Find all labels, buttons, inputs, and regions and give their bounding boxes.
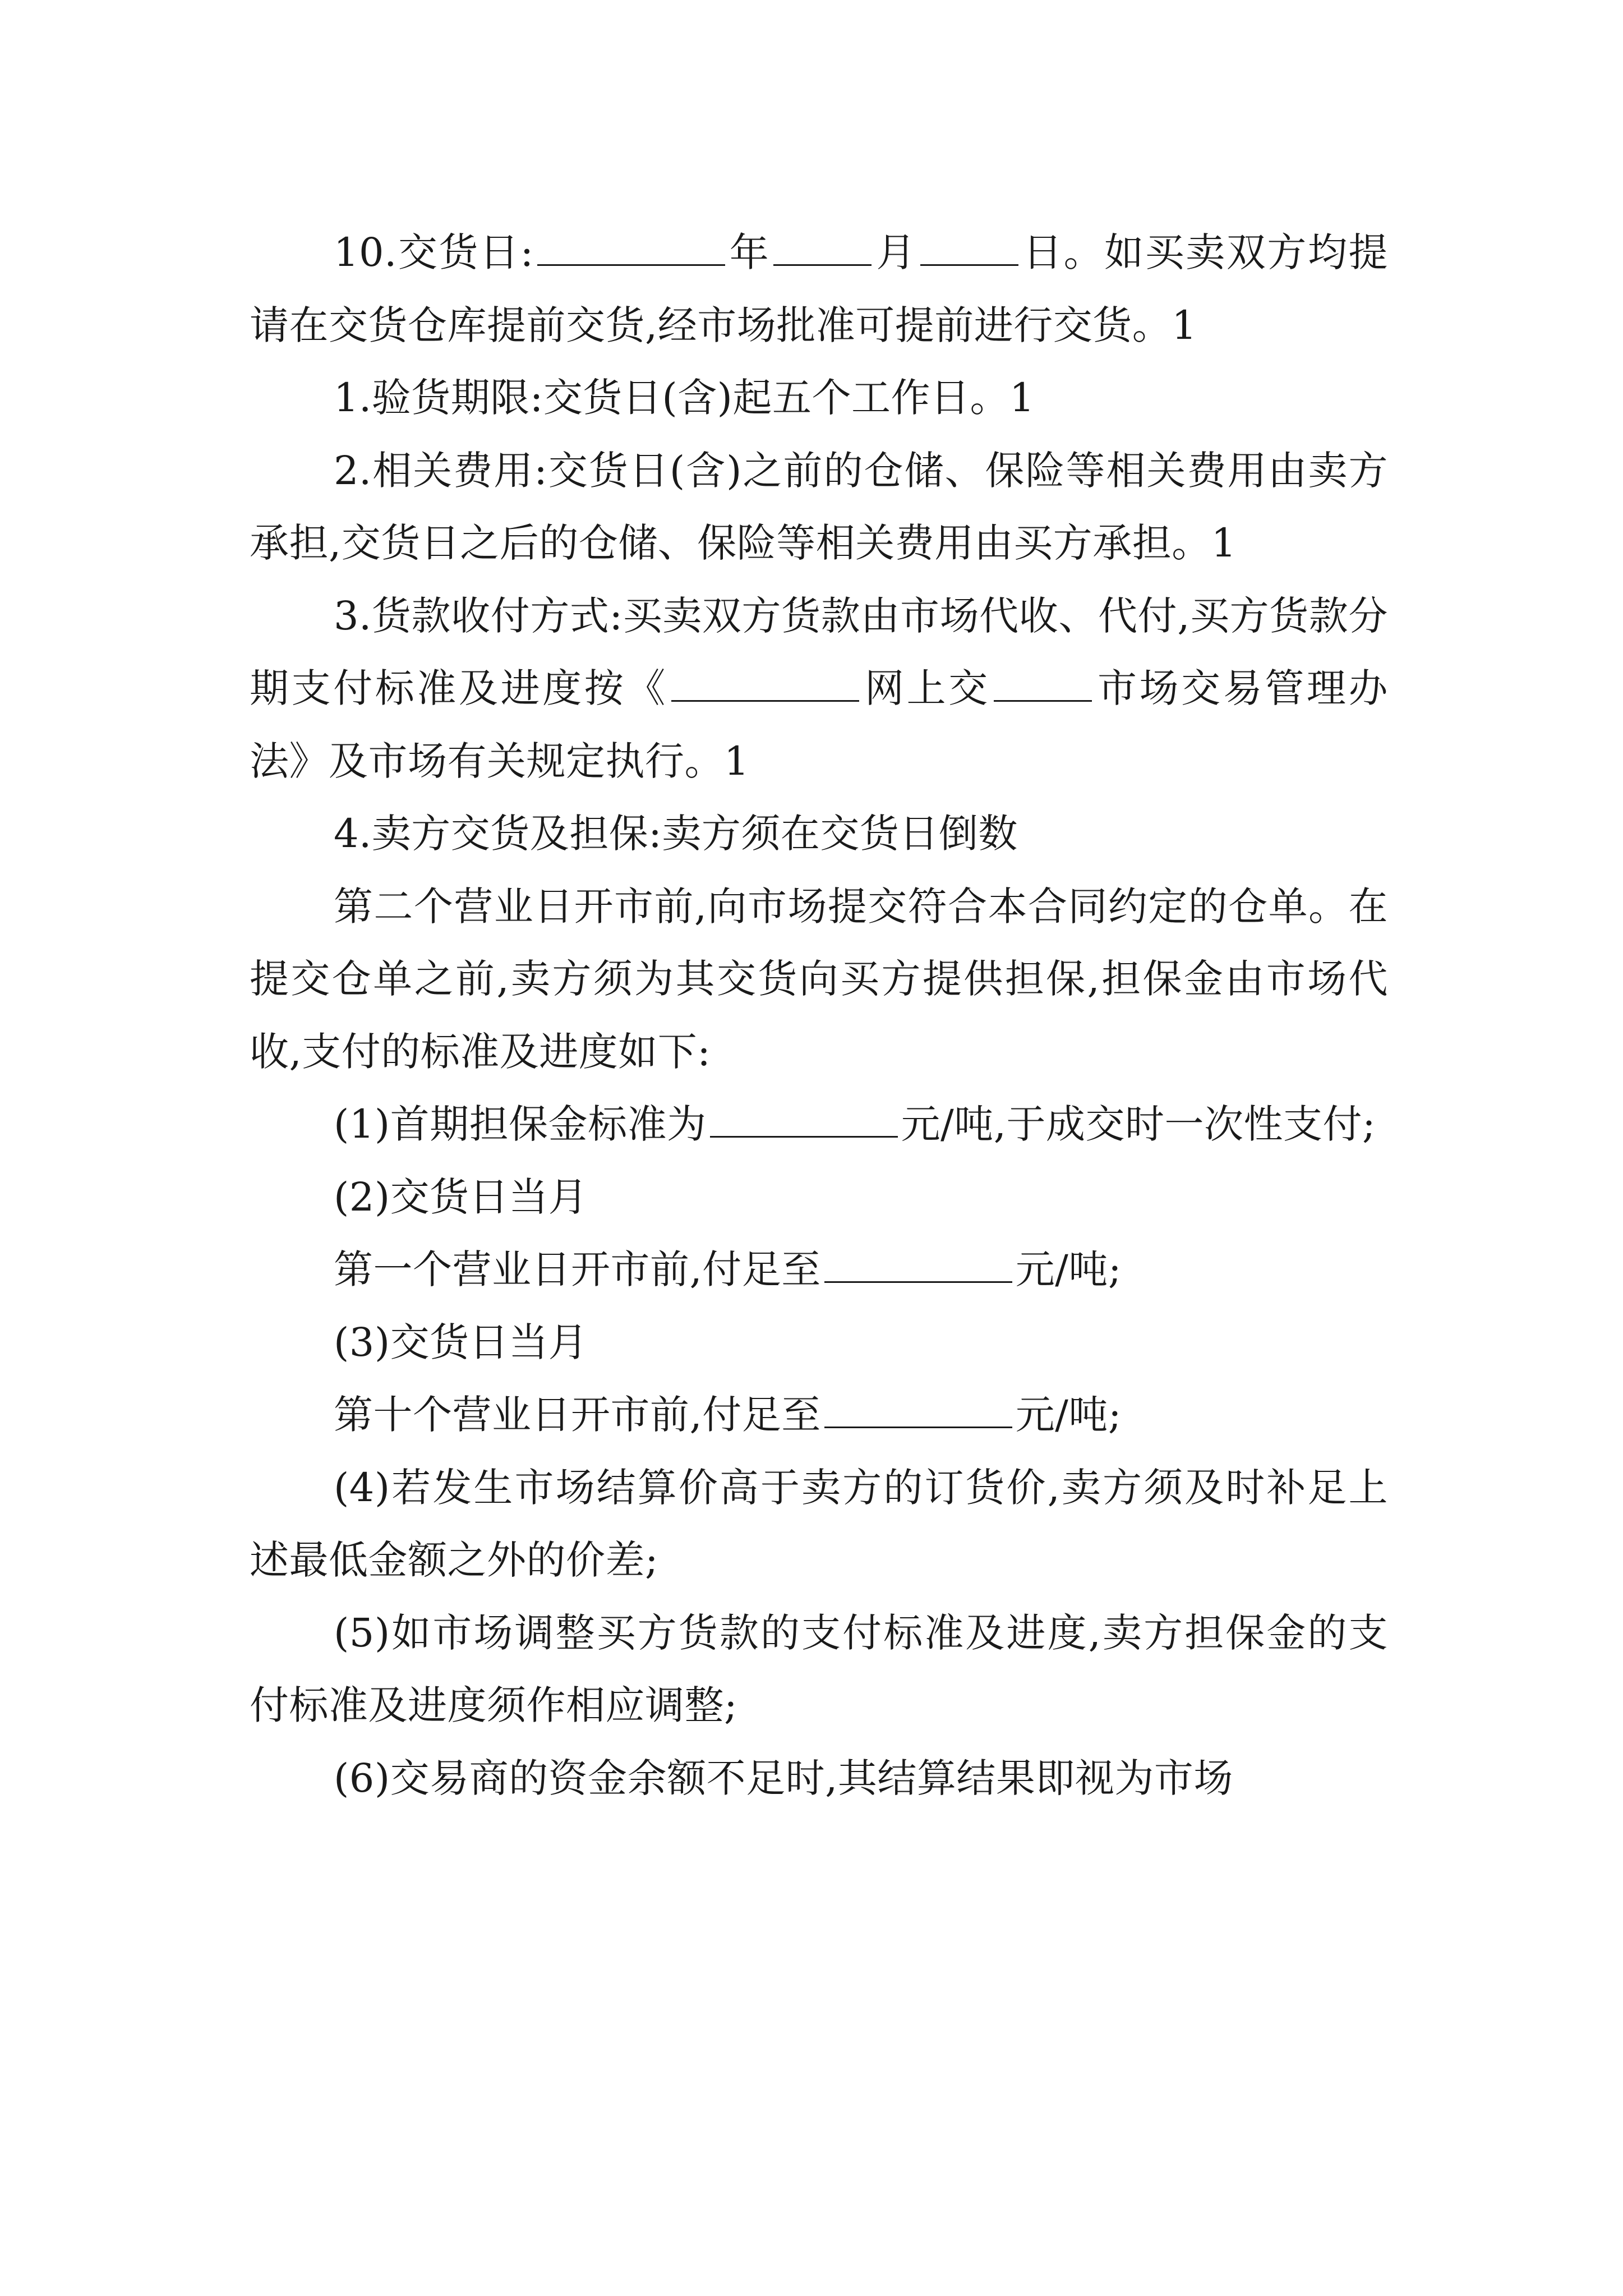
paragraph-seller-delivery: 4.卖方交货及担保:卖方须在交货日倒数 — [334, 811, 1018, 857]
paragraph-tenth-business-day — [250, 1379, 1388, 1452]
blank-year — [537, 231, 725, 266]
blank-market-type — [994, 666, 1092, 702]
initial-deposit-text-b: 元/吨,于成交时一次性支付; — [901, 1101, 1376, 1147]
paragraph-item-3: (3)交货日当月 — [334, 1319, 588, 1365]
payment-method-text-a: 3.货款收付方式:买卖双方货款由市场代收、代付,买方货款分期支付标准及进度按《 — [250, 592, 1388, 711]
blank-first-amount — [824, 1248, 1012, 1283]
tenth-business-day-text: 第十个营业日开市前,付足至 — [334, 1392, 821, 1438]
paragraph-related-fees: 2.相关费用:交货日(含)之前的仓储、保险等相关费用由卖方承担,交货日之后的仓储、保险等相关费用由买方承担。1 — [250, 447, 1388, 566]
paragraph-delivery-date — [250, 217, 1388, 362]
delivery-date-label: 10.交货日: — [334, 229, 534, 275]
initial-deposit-text-a: (1)首期担保金标准为 — [334, 1101, 707, 1147]
paragraph-item-6: (6)交易商的资金余额不足时,其结算结果即视为市场 — [334, 1755, 1233, 1801]
blank-tenth-amount — [824, 1393, 1012, 1428]
paragraph-payment-method — [250, 580, 1388, 798]
paragraph-item-5: (5)如市场调整买方货款的支付标准及进度,卖方担保金的支付标准及进度须作相应调整; — [250, 1609, 1388, 1728]
year-label: 年 — [728, 229, 771, 275]
blank-initial-deposit — [710, 1102, 898, 1138]
paragraph-initial-deposit — [250, 1088, 1388, 1161]
paragraph-inspection-period: 1.验货期限:交货日(含)起五个工作日。1 — [334, 375, 1035, 421]
month-label: 月 — [875, 229, 917, 275]
tenth-amount-unit: 元/吨; — [1015, 1392, 1122, 1438]
blank-month — [773, 231, 872, 266]
document-body — [250, 217, 1388, 1815]
first-amount-unit: 元/吨; — [1015, 1246, 1122, 1292]
blank-day — [920, 231, 1018, 266]
blank-market-name — [671, 666, 859, 702]
delivery-date-text: 日。如买卖双方均提请在交货仓库提前交货,经市场批准可提前进行交货。1 — [250, 229, 1389, 348]
first-business-day-text: 第一个营业日开市前,付足至 — [334, 1246, 821, 1292]
paragraph-warehouse-receipt: 第二个营业日开市前,向市场提交符合本合同约定的仓单。在提交仓单之前,卖方须为其交货向买方提供担保,担保金由市场代收,支付的标准及进度如下: — [250, 883, 1388, 1075]
payment-method-text-c: 市场交易管理办法》及市场有关规定执行。1 — [250, 665, 1389, 784]
paragraph-item-2: (2)交货日当月 — [334, 1174, 588, 1220]
payment-method-text-b: 网上交 — [862, 665, 990, 711]
paragraph-first-business-day — [250, 1234, 1388, 1306]
paragraph-item-4: (4)若发生市场结算价高于卖方的订货价,卖方须及时补足上述最低金额之外的价差; — [250, 1464, 1388, 1583]
